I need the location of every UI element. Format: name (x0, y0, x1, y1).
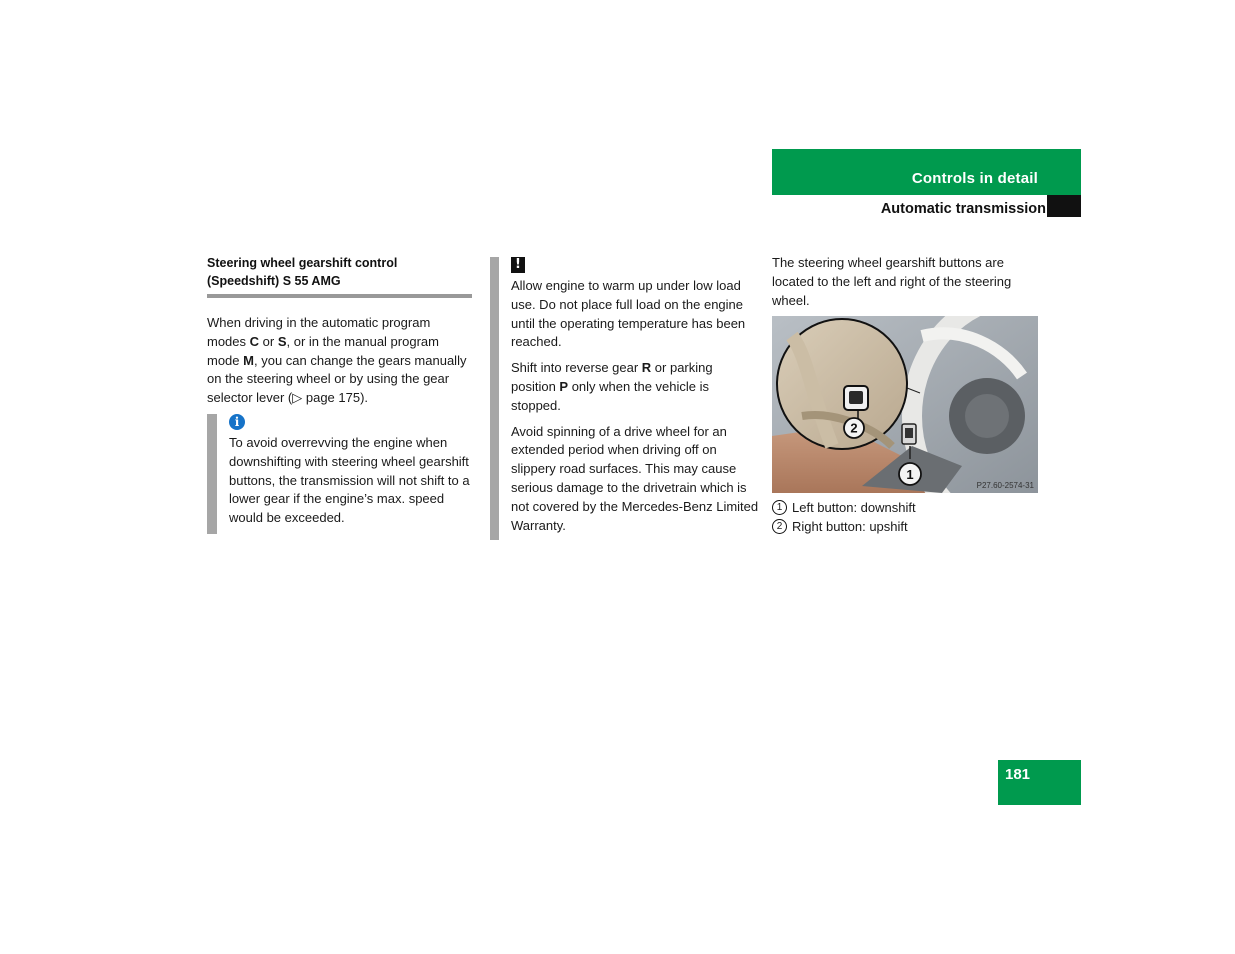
page-ref-arrow-icon: ▷ (292, 390, 303, 406)
header-section-tab (772, 149, 1081, 195)
steering-wheel-photo (772, 316, 1038, 493)
section-title: Steering wheel gearshift control (Speedshift) S 55 AMG (207, 256, 398, 288)
warning-paragraph-3: Avoid spinning of a drive wheel for an extended period when driving off on slippery road surfaces. This may cause serious damage to the drivetrain which is not covered by the Mercedes-Benz Limited Warranty. (511, 423, 759, 533)
callout-1-label: 1 (906, 467, 914, 482)
legend-number-2: 2 (772, 519, 787, 534)
info-note-text: To avoid overrevving the engine when downshifting with steering wheel gearshift buttons, the transmission will not shift to a lower gear if the engine’s max. speed would be exceeded. (229, 435, 470, 526)
column-right (772, 254, 1042, 318)
legend-number-1: 1 (772, 500, 787, 515)
legend-text-1: Left button: downshift (792, 500, 916, 515)
legend-text-2: Right button: upshift (792, 519, 908, 534)
warning-paragraph-1: Allow engine to warm up under low load use. Do not place full load on the engine until the operating temperature has been reached. (511, 278, 746, 350)
info-icon: i (229, 414, 245, 430)
info-note (207, 414, 472, 534)
column-left (207, 254, 472, 416)
intro-paragraph: When driving in the automatic program modes C or S, or in the manual program mode M, you can change the gears manually on the steering wheel or by using the gear selector lever (▷ page 175). (207, 315, 467, 406)
callout-2-label: 2 (850, 420, 858, 436)
warning-paragraph-2: Shift into reverse gear R or parking position P only when the vehicle is stopped. (511, 360, 713, 413)
photo-code: P27.60-2574-31 (976, 481, 1034, 490)
steering-wheel-illustration (772, 316, 1038, 493)
photo-legend (772, 498, 916, 536)
legend-item (772, 517, 916, 536)
warning-icon: ! (511, 257, 525, 273)
legend-item (772, 498, 916, 517)
section-rule (207, 294, 472, 298)
page-number: 181 (1005, 766, 1031, 783)
header-section-title: Controls in detail (911, 170, 1038, 187)
photo-intro-text: The steering wheel gearshift buttons are located to the left and right of the steering wheel. (772, 255, 1012, 308)
header-marker (1047, 195, 1081, 217)
page-number-tab (998, 760, 1081, 805)
header-subsection-title: Automatic transmission (880, 201, 1046, 217)
warning-note (490, 257, 758, 540)
